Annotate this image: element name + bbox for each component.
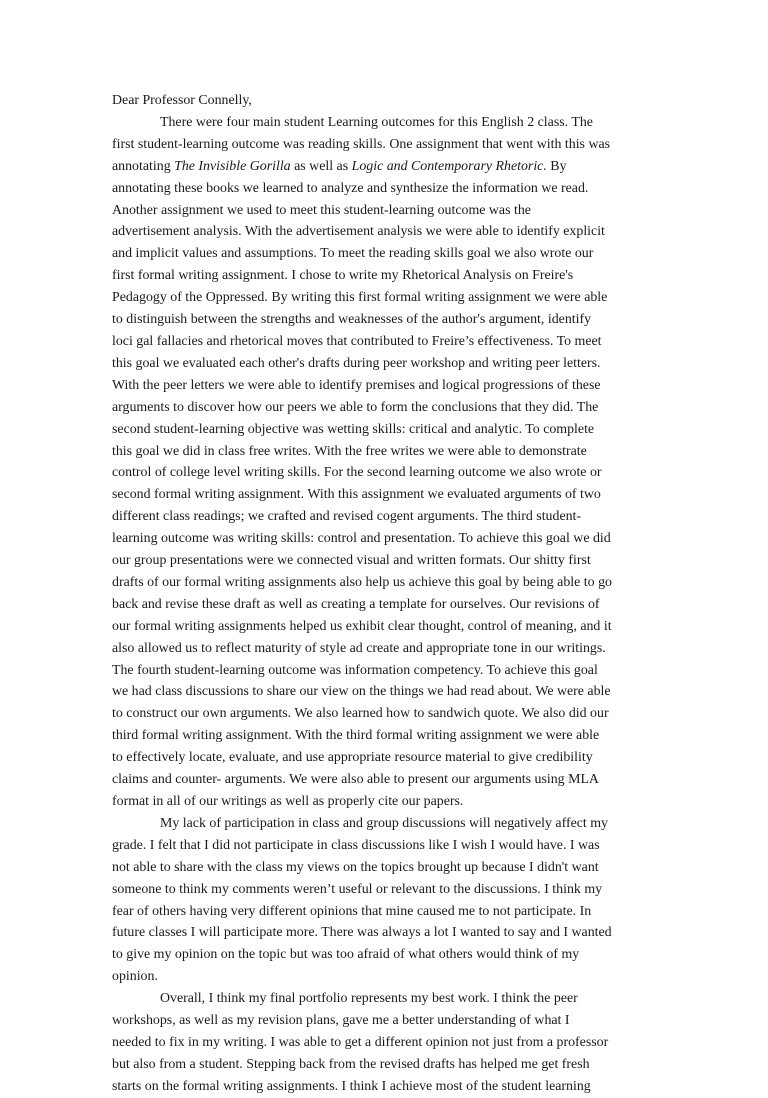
- text-line: back and revise these draft as well as creating a template for ourselves. Our revisions of: [112, 596, 600, 612]
- text-line: and implicit values and assumptions. To meet the reading skills goal we also wrote our: [112, 246, 594, 262]
- body-paragraph: [112, 813, 692, 988]
- text-line: different class readings; we crafted and revised cogent arguments. The third student-: [112, 509, 582, 525]
- text-line: to construct our own arguments. We also learned how to sandwich quote. We also did our: [112, 706, 609, 722]
- text-line: learning outcome was writing skills: control and presentation. To achieve this goal we did: [112, 531, 611, 547]
- text-line: not able to share with the class my views on the topics brought up because I didn't want: [112, 859, 599, 875]
- text-line: opinion.: [112, 969, 158, 985]
- letter-page: [112, 90, 692, 1098]
- text-line: There were four main student Learning outcomes for this English 2 class. The: [160, 114, 593, 130]
- body-paragraph: [112, 112, 692, 813]
- text-line: to distinguish between the strengths and weaknesses of the author's argument, identify: [112, 312, 592, 328]
- text-line: claims and counter- arguments. We were also able to present our arguments using MLA: [112, 772, 599, 788]
- text-line: Pedagogy of the Oppressed. By writing this first formal writing assignment we were able: [112, 290, 608, 306]
- text-line: arguments to discover how our peers we able to form the conclusions that they did. The: [112, 399, 599, 415]
- text-line: also allowed us to reflect maturity of style ad create and appropriate tone in our writings.: [112, 640, 606, 656]
- text-line: to effectively locate, evaluate, and use appropriate resource material to give credibility: [112, 750, 593, 766]
- text-line: this goal we evaluated each other's drafts during peer workshop and writing peer letters.: [112, 355, 601, 371]
- text-line: annotating The Invisible Gorilla as well as Logic and Contemporary Rhetoric. By: [112, 158, 567, 174]
- text-line: drafts of our formal writing assignments also help us achieve this goal by being able to go: [112, 574, 612, 590]
- text-line: our group presentations were we connected visual and written formats. Our shitty first: [112, 553, 591, 569]
- text-line: The fourth student-learning outcome was information competency. To achieve this goal: [112, 662, 598, 678]
- text-line: annotating these books we learned to analyze and synthesize the information we read.: [112, 180, 589, 196]
- text-line: My lack of participation in class and group discussions will negatively affect my: [160, 815, 608, 831]
- letter-body: [112, 112, 692, 1098]
- text-line: we had class discussions to share our view on the things we had read about. We were able: [112, 684, 611, 700]
- text-line: but also from a student. Stepping back from the revised drafts has helped me get fresh: [112, 1056, 590, 1072]
- text-line: someone to think my comments weren’t useful or relevant to the discussions. I think my: [112, 881, 603, 897]
- text-line: format in all of our writings as well as properly cite our papers.: [112, 794, 464, 809]
- text-line: workshops, as well as my revision plans, gave me a better understanding of what I: [112, 1013, 570, 1029]
- text-line: this goal we did in class free writes. With the free writes we were able to demonstrate: [112, 443, 587, 459]
- text-line: starts on the formal writing assignments. I think I achieve most of the student learning: [112, 1078, 591, 1094]
- text-line: advertisement analysis. With the advertisement analysis we were able to identify explicit: [112, 224, 605, 240]
- text-line: second formal writing assignment. With this assignment we evaluated arguments of two: [112, 487, 601, 503]
- text-line: control of college level writing skills. For the second learning outcome we also wrote or: [112, 465, 602, 481]
- text-line: grade. I felt that I did not participate in class discussions like I wish I would have. I was: [112, 837, 600, 853]
- book-title: The Invisible Gorilla: [174, 158, 291, 174]
- text-line: Overall, I think my final portfolio represents my best work. I think the peer: [160, 991, 578, 1007]
- text-line: first student-learning outcome was reading skills. One assignment that went with this was: [112, 136, 611, 152]
- text-line: first formal writing assignment. I chose to write my Rhetorical Analysis on Freire's: [112, 268, 574, 284]
- text-line: With the peer letters we were able to identify premises and logical progressions of these: [112, 377, 601, 393]
- text-line: Another assignment we used to meet this student-learning outcome was the: [112, 202, 531, 218]
- text-line: needed to fix in my writing. I was able to get a different opinion not just from a professor: [112, 1034, 609, 1050]
- text-line: future classes I will participate more. There was always a lot I wanted to say and I wanted: [112, 925, 612, 941]
- salutation: Dear Professor Connelly,: [112, 93, 252, 108]
- text-line: our formal writing assignments helped us exhibit clear thought, control of meaning, and it: [112, 618, 612, 634]
- body-paragraph: [112, 988, 692, 1098]
- text-line: third formal writing assignment. With the third formal writing assignment we were able: [112, 728, 600, 744]
- book-title: Logic and Contemporary Rhetoric.: [351, 158, 547, 174]
- text-line: to give my opinion on the topic but was too afraid of what others would think of my: [112, 947, 580, 963]
- text-line: fear of others having very different opinions that mine caused me to not participate. In: [112, 903, 592, 919]
- text-line: loci gal fallacies and rhetorical moves that contributed to Freire’s effectiveness. To meet: [112, 333, 602, 349]
- text-line: second student-learning objective was wetting skills: critical and analytic. To complete: [112, 421, 595, 437]
